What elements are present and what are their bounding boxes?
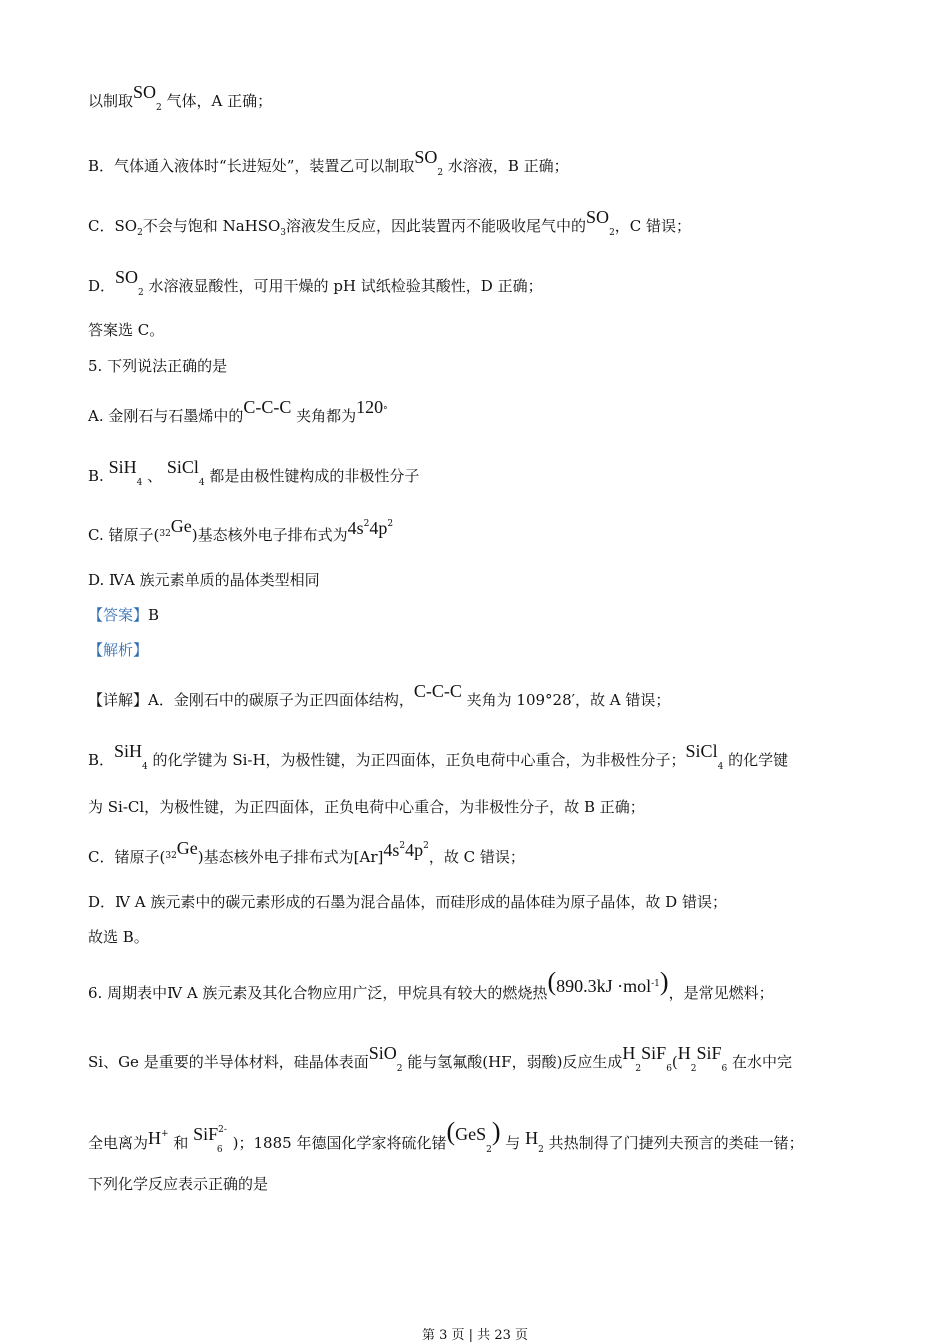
text: ，故 C 错误； (428, 848, 525, 866)
formula: C-C-C (243, 397, 292, 417)
text: 的化学键为 Si-H，为极性键，为正四面体，正负电荷中心重合，为非极性分子； (147, 751, 686, 769)
subscript: 6 (721, 1064, 728, 1074)
answer-line: 答案选 C。 (88, 321, 165, 339)
text-line: 故选 B。 (88, 928, 149, 946)
text: 能与氢氟酸(HF，弱酸)反应生成 (402, 1053, 623, 1071)
option-d: D. ⅣA 族元素单质的晶体类型相同 (88, 571, 320, 589)
text: 不会与饱和 NaHSO (142, 217, 281, 235)
text: 气体，A 正确； (161, 92, 273, 110)
superscript: 2 (399, 841, 406, 851)
formula: 120 (356, 397, 384, 417)
formula: Ge (170, 516, 192, 536)
formula: 4p (369, 518, 388, 538)
formula: SiH (108, 457, 137, 477)
subscript: 2 (538, 1145, 544, 1155)
answer-value: B (148, 606, 160, 624)
formula: C-C-C (413, 681, 462, 701)
answer-label: 【答案】 (88, 606, 149, 624)
superscript: 2- (218, 1125, 227, 1135)
subscript: 6 (666, 1064, 672, 1074)
text: 【详解】A．金刚石中的碳原子为正四面体结构， (88, 691, 414, 709)
question-6-line (88, 1117, 804, 1155)
subscript: 4 (142, 762, 148, 772)
subscript: 4 (198, 478, 205, 488)
formula: SO (115, 267, 139, 287)
answer-label-line (88, 608, 159, 623)
formula: 890.3kJ ·mol (556, 976, 652, 996)
subscript: 2 (690, 1064, 697, 1074)
text: A. 金刚石与石墨烯中的 (88, 407, 244, 425)
text-line (88, 147, 569, 178)
text: 夹角为 109°28′，故 A 错误； (461, 691, 671, 709)
text: ，C 错误； (614, 217, 692, 235)
question-5-title: 5. 下列说法正确的是 (88, 357, 228, 375)
formula: GeS (455, 1124, 487, 1144)
formula: SO (414, 147, 438, 167)
text: 共热制得了门捷列夫预言的类硅一锗； (543, 1134, 804, 1152)
subscript: 2 (635, 1064, 642, 1074)
text-line (88, 741, 789, 772)
text-line: 为 Si-Cl，为极性键，为正四面体，正负电荷中心重合，为非极性分子，故 B 正确； (88, 798, 645, 816)
text: 全电离为 (88, 1134, 149, 1152)
text-line (88, 681, 671, 709)
superscript: -1 (651, 979, 660, 989)
question-6-line (88, 967, 774, 1003)
text: 、 (142, 467, 167, 485)
subscript: 4 (717, 762, 724, 772)
paren: ) (659, 967, 669, 996)
text: 与 (500, 1134, 526, 1152)
superscript: 32 (159, 529, 171, 539)
formula: 4s (347, 518, 364, 538)
text: ，是常见燃料； (668, 984, 774, 1002)
page-footer: 第 3 页 | 共 23 页 (422, 1328, 528, 1343)
option-b (88, 457, 420, 488)
formula: SO (586, 207, 610, 227)
subscript: 2 (486, 1145, 492, 1155)
text-line (88, 82, 273, 113)
subscript: 2 (137, 228, 143, 238)
text: C．SO (88, 217, 138, 235)
subscript: 2 (156, 103, 162, 113)
text: 水溶液，B 正确； (443, 157, 569, 175)
formula: 4p (405, 840, 424, 860)
subscript: 2 (609, 228, 615, 238)
paren: ) (491, 1117, 501, 1146)
subscript: 3 (280, 228, 287, 238)
superscript: 2 (363, 519, 370, 529)
text: 溶液发生反应，因此装置丙不能吸收尾气中的 (286, 217, 587, 235)
option-c (88, 516, 394, 544)
text-line (88, 838, 525, 866)
text: 都是由极性键构成的非极性分子 (204, 467, 420, 485)
formula: H (677, 1043, 691, 1063)
text: 水溶液显酸性，可用干燥的 pH 试纸检验其酸性，D 正确； (143, 277, 543, 295)
text: B． (88, 751, 115, 769)
question-6-line (88, 1043, 793, 1074)
text: )基态核外电子排布式为[Ar] (197, 848, 384, 866)
formula: H (622, 1043, 636, 1063)
paren: ( (547, 967, 557, 996)
text: B．气体通入液体时“长进短处”，装置乙可以制取 (88, 157, 415, 175)
formula: H (148, 1128, 162, 1148)
formula: SiF (696, 1043, 722, 1063)
subscript: 2 (138, 288, 144, 298)
superscript: 2 (387, 519, 394, 529)
formula: SiO (368, 1043, 397, 1063)
text-line: 下列化学反应表示正确的是 (88, 1175, 269, 1193)
subscript: 6 (216, 1145, 223, 1155)
text: B. (88, 467, 109, 485)
text: D． (88, 277, 116, 295)
superscript: ° (383, 406, 388, 416)
subscript: 2 (437, 168, 444, 178)
text: 的化学键 (723, 751, 789, 769)
subscript: 4 (136, 478, 143, 488)
formula: H (525, 1128, 539, 1148)
formula: SiF (193, 1124, 219, 1144)
formula: SiH (114, 741, 143, 761)
text: C. 锗原子( (88, 526, 160, 544)
text: C．锗原子( (88, 848, 166, 866)
text: 在水中完 (727, 1053, 793, 1071)
formula: SiCl (685, 741, 718, 761)
option-a (88, 397, 388, 425)
paren: ( (446, 1117, 456, 1146)
text: )；1885 年德国化学家将硫化锗 (232, 1134, 447, 1152)
text: 以制取 (88, 92, 134, 110)
text: 和 (168, 1134, 194, 1152)
superscript: 32 (165, 851, 177, 861)
formula: SO (133, 82, 157, 102)
formula: SiCl (166, 457, 199, 477)
formula: Ge (176, 838, 198, 858)
text: Si、Ge 是重要的半导体材料，硅晶体表面 (88, 1053, 369, 1071)
superscript: + (161, 1129, 169, 1139)
formula: 4s (383, 840, 400, 860)
text: 6. 周期表中Ⅳ A 族元素及其化合物应用广泛，甲烷具有较大的燃烧热 (88, 984, 548, 1002)
text: ( (671, 1053, 678, 1071)
text: 夹角都为 (291, 407, 357, 425)
text: )基态核外电子排布式为 (191, 526, 348, 544)
text-line (88, 207, 692, 238)
analysis-label: 【解析】 (88, 641, 149, 659)
subscript: 2 (396, 1064, 403, 1074)
superscript: 2 (423, 841, 429, 851)
text-line: D．Ⅳ A 族元素中的碳元素形成的石墨为混合晶体，而硅形成的晶体硅为原子晶体，故 D 错误； (88, 893, 727, 911)
formula: SiF (641, 1043, 667, 1063)
text-line (88, 267, 543, 298)
